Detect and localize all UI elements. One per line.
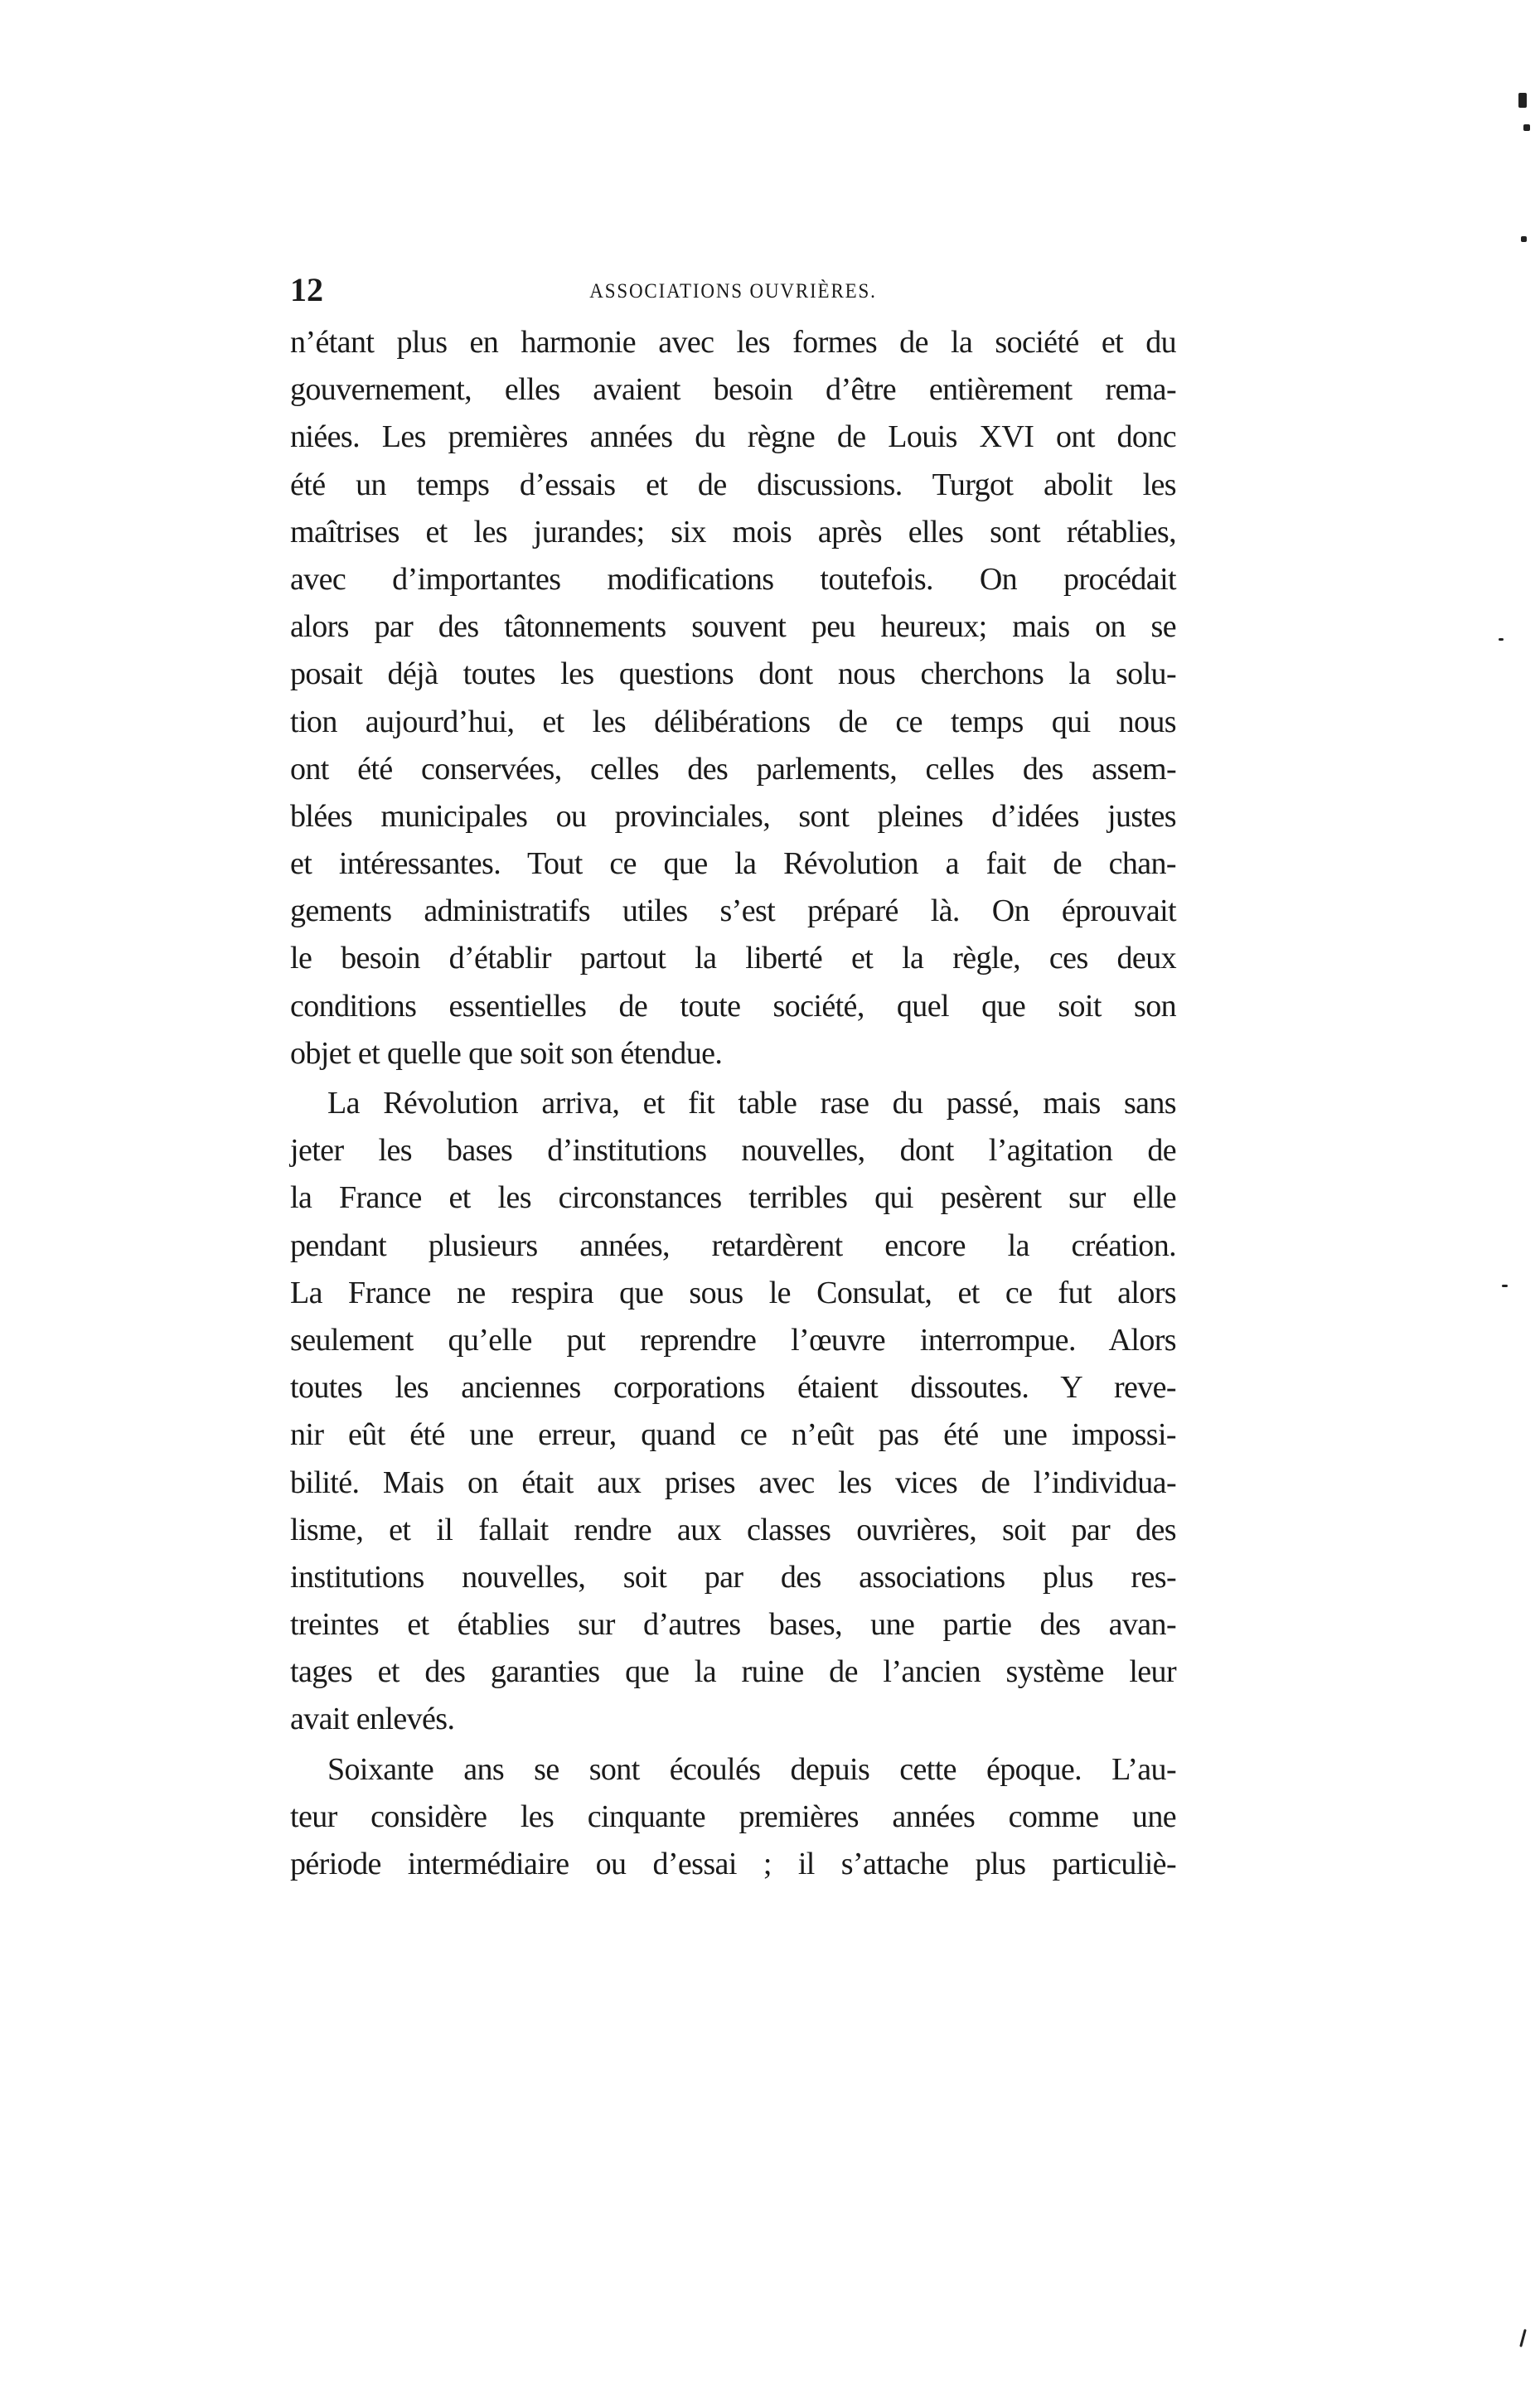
text-line: le besoin d’établir partout la liberté et la règle, ces deux — [290, 941, 1176, 976]
text-line: niées. Les premières années du règne de Louis XVI ont donc — [290, 419, 1176, 455]
text-line: seulement qu’elle put reprendre l’œuvre interrompue. Alors — [290, 1322, 1176, 1358]
page-number: 12 — [290, 271, 323, 308]
text-line: teur considère les cinquante premières années comme une — [290, 1799, 1176, 1834]
text-line: avec d’importantes modifications toutefois. On procédait — [290, 561, 1176, 597]
text-line: toutes les anciennes corporations étaient dissoutes. Y reve- — [290, 1370, 1176, 1406]
text-line: lisme, et il fallait rendre aux classes ouvrières, soit par des — [290, 1512, 1176, 1547]
text-line: Soixante ans se sont écoulés depuis cette époque. L’au- — [327, 1751, 1176, 1787]
running-title: ASSOCIATIONS OUVRIÈRES. — [589, 280, 877, 303]
text-line: la France et les circonstances terribles qui pesèrent sur elle — [290, 1180, 1176, 1216]
text-line: objet et quelle que soit son étendue. — [290, 1035, 723, 1071]
text-line: n’étant plus en harmonie avec les formes de la société et du — [290, 325, 1176, 360]
text-line: tion aujourd’hui, et les délibérations de ce temps qui nous — [290, 704, 1176, 739]
text-line: alors par des tâtonnements souvent peu heureux; mais on se — [290, 609, 1176, 645]
text-line: La Révolution arriva, et fit table rase du passé, mais sans — [327, 1086, 1176, 1121]
text-line: tages et des garanties que la ruine de l’ancien système leur — [290, 1654, 1176, 1690]
text-line: ont été conservées, celles des parlements, celles des assem- — [290, 751, 1176, 787]
text-line: pendant plusieurs années, retardèrent encore la création. — [290, 1227, 1176, 1263]
paragraph — [290, 319, 1176, 1077]
text-line: été un temps d’essais et de discussions. Turgot abolit les — [290, 467, 1176, 502]
text-line: avait enlevés. — [290, 1702, 455, 1737]
text-line: blées municipales ou provinciales, sont pleines d’idées justes — [290, 798, 1176, 834]
text-line: treintes et établies sur d’autres bases, une partie des avan- — [290, 1607, 1176, 1643]
scan-speck — [1502, 1285, 1508, 1287]
text-line: gements administratifs utiles s’est préparé là. On éprouvait — [290, 893, 1176, 929]
text-line: période intermédiaire ou d’essai ; il s’attache plus particuliè- — [290, 1847, 1176, 1881]
running-header — [290, 272, 1176, 308]
body-text — [290, 319, 1176, 1888]
text-line: posait déjà toutes les questions dont nous cherchons la solu- — [290, 656, 1176, 692]
text-line: La France ne respira que sous le Consulat, et ce fut alors — [290, 1275, 1176, 1310]
scan-speck — [1521, 236, 1527, 242]
scan-speck — [1518, 93, 1527, 108]
text-line: maîtrises et les jurandes; six mois après elles sont rétablies, — [290, 514, 1176, 550]
text-line: gouvernement, elles avaient besoin d’être entièrement rema- — [290, 372, 1176, 408]
scan-speck — [1499, 638, 1504, 641]
text-line: conditions essentielles de toute société, quel que soit son — [290, 988, 1176, 1024]
paragraph — [290, 1746, 1176, 1889]
scan-speck — [1519, 2329, 1527, 2347]
text-line: jeter les bases d’institutions nouvelles, dont l’agitation de — [290, 1133, 1176, 1169]
paragraph — [290, 1080, 1176, 1744]
text-line: bilité. Mais on était aux prises avec les vices de l’individua- — [290, 1465, 1176, 1500]
text-line: et intéressantes. Tout ce que la Révolution a fait de chan- — [290, 846, 1176, 882]
scan-speck — [1523, 124, 1530, 131]
text-line: nir eût été une erreur, quand ce n’eût pas été une impossi- — [290, 1417, 1176, 1453]
text-line: institutions nouvelles, soit par des associations plus res- — [290, 1559, 1176, 1595]
